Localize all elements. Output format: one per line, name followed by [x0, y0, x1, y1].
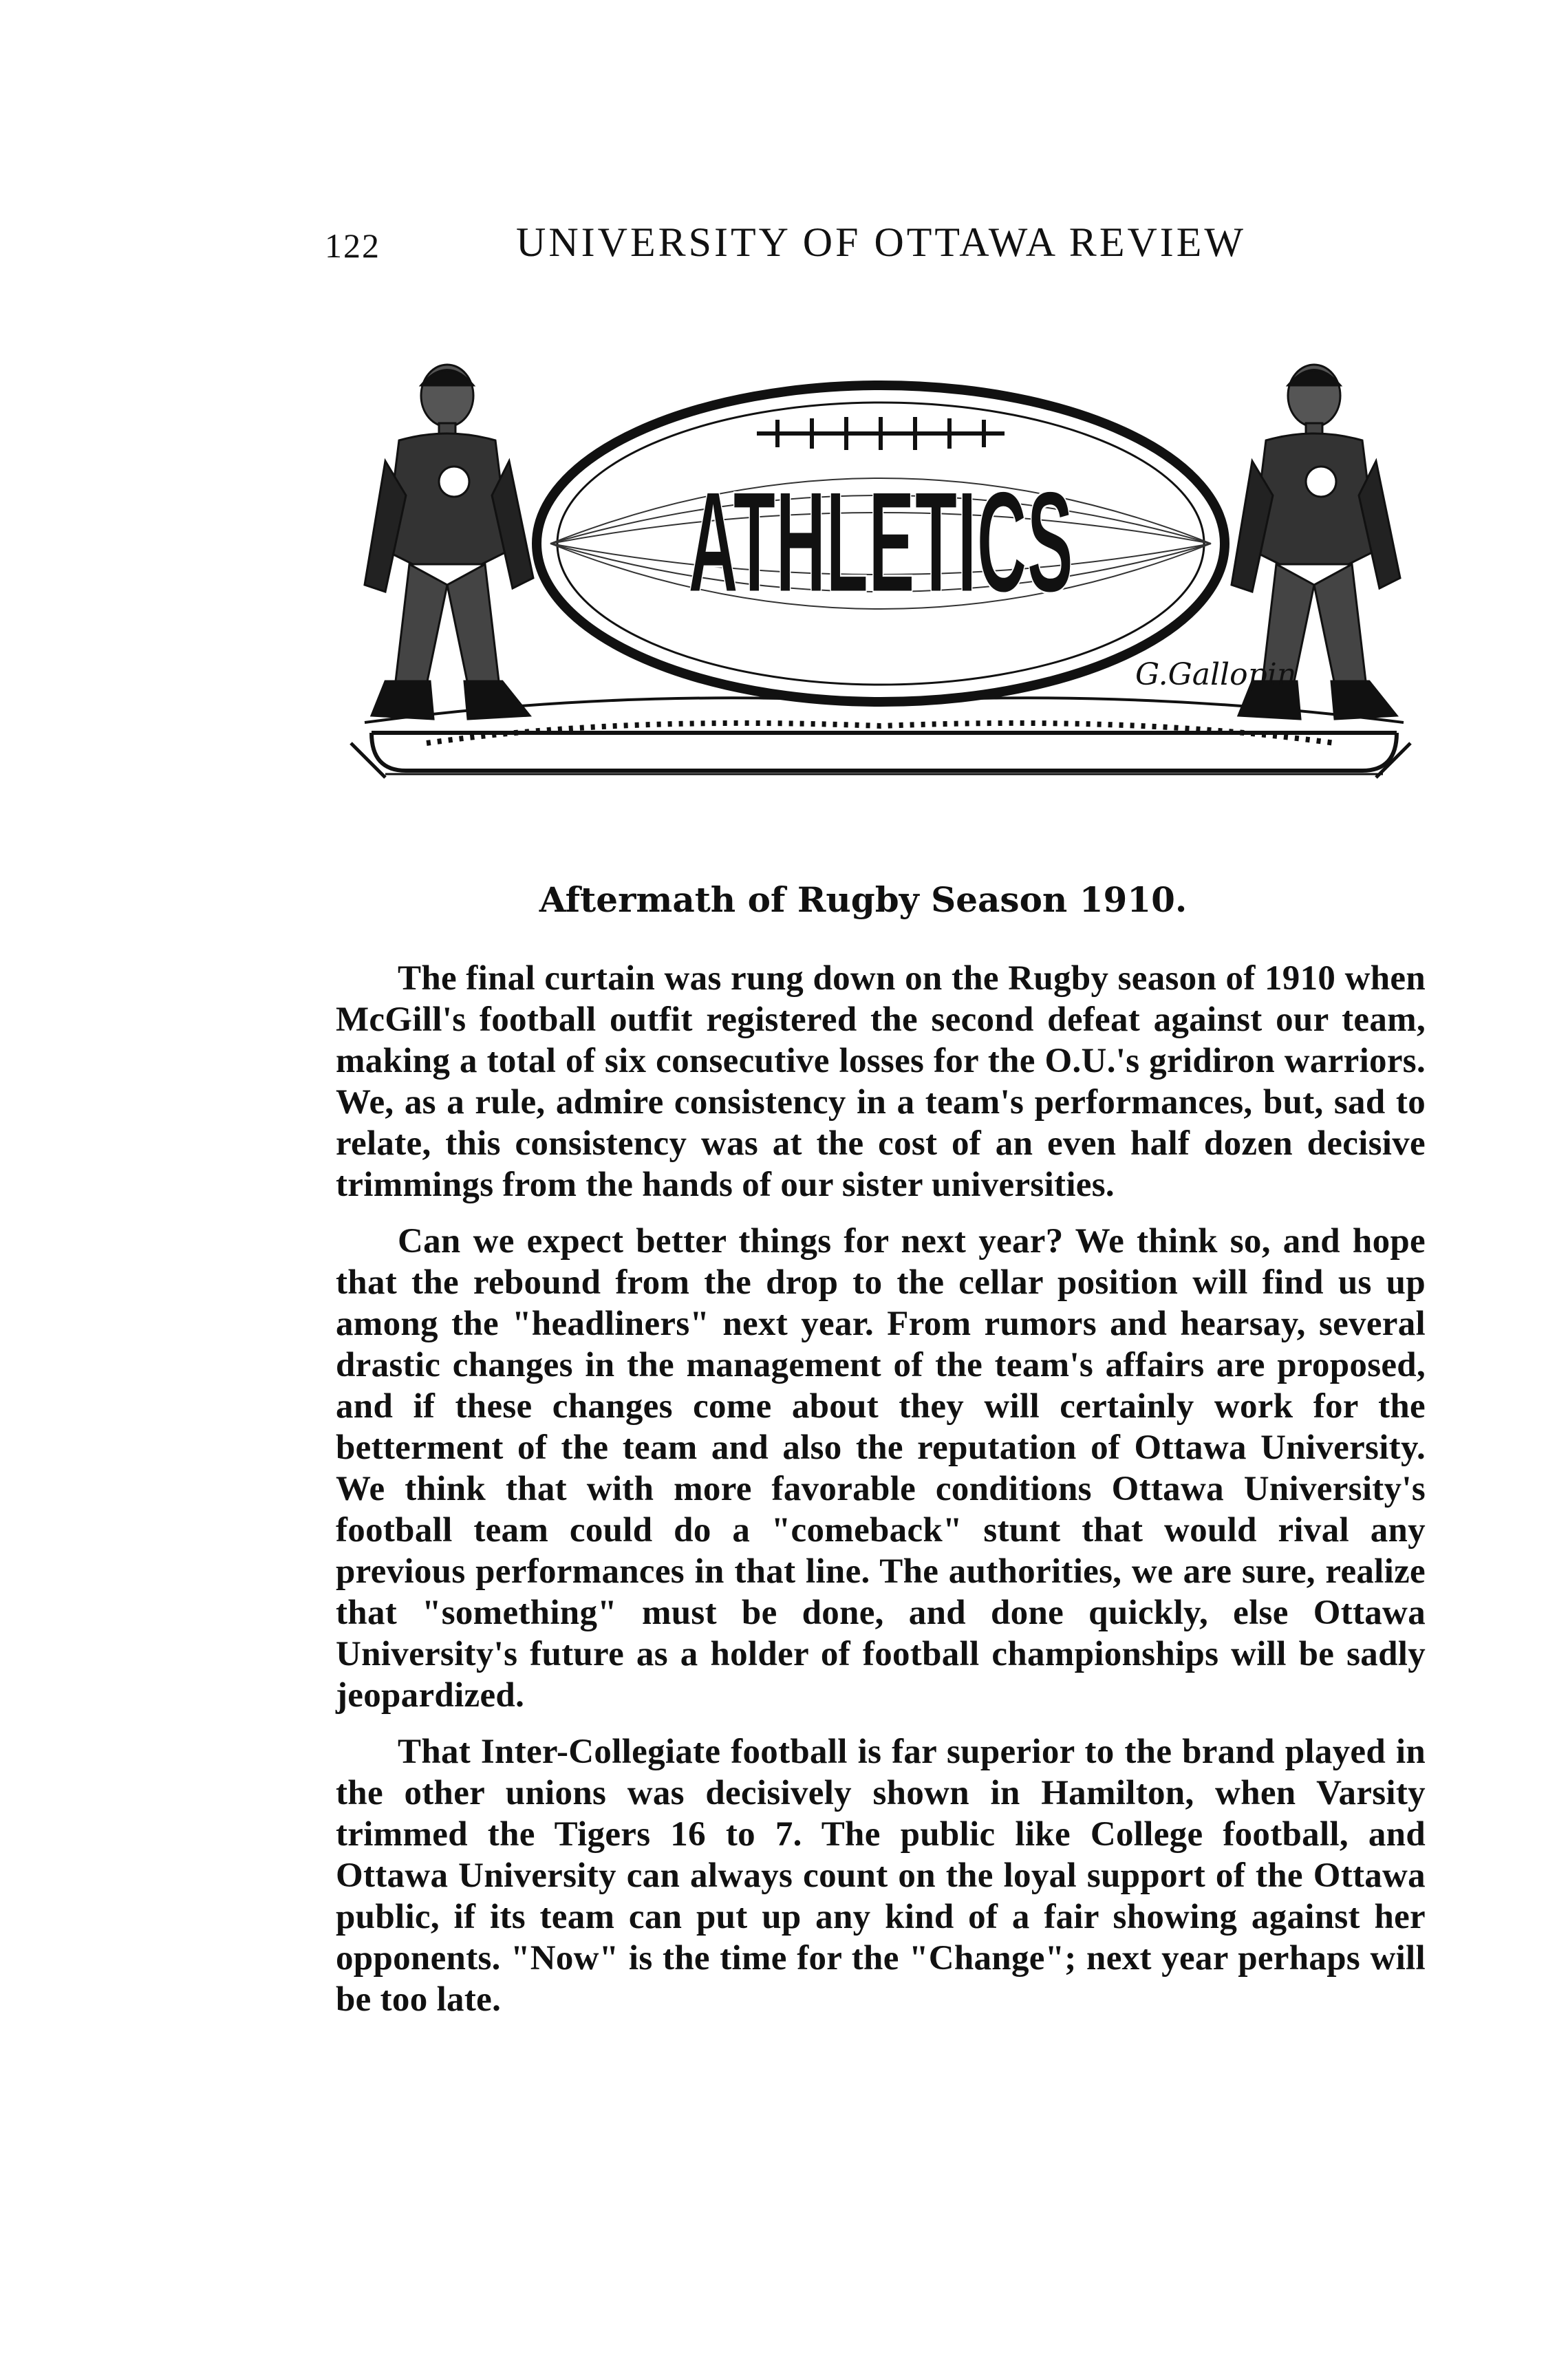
article-body: [336, 958, 1426, 2035]
athletics-banner-text: ATHLETICS: [688, 461, 1073, 623]
page-number: 122: [325, 226, 380, 265]
running-title: UNIVERSITY OF OTTAWA REVIEW: [516, 219, 1247, 265]
left-player-figure: [365, 365, 533, 719]
athletics-illustration: [344, 358, 1417, 853]
artist-signature: G.Gallopin: [1135, 657, 1297, 692]
page-header: [0, 219, 1568, 274]
paragraph-1: The final curtain was rung down on the Rugby season of 1910 when McGill's football outfit registered the second defeat against our team, making a total of six consecutive losses for the O.U.'s gridiron warriors. We, as a rule, admire consistency in a team's performances, but, sad to relate, this consistency was at the cost of an even half dozen decisive trimmings from the hands of our sister universities.: [336, 959, 1426, 1204]
paragraph-3: That Inter-Collegiate football is far superior to the brand played in the other unions was decisively shown in Hamilton, when Varsity trimmed the Tigers 16 to 7. The public like College football, and Ottawa University can always count on the loyal support of the Ottawa public, if its team can put up any kind of a fair showing against her opponents. "Now" is the time for the "Change"; next year perhaps will be too late.: [336, 1733, 1426, 2019]
article-title: Aftermath of Rugby Season 1910.: [539, 879, 1188, 920]
paragraph-2: Can we expect better things for next year? We think so, and hope that the rebound from the drop to the cellar position will find us up among the "headliners" next year. From rumors and hearsay, several drastic changes in the management of the team's affairs are proposed, and if these changes come about they will certainly work for the betterment of the team and also the reputation of Ottawa University. We think that with more favorable conditions Ottawa University's football team could do a "comeback" stunt that would rival any previous performances in that line. The authorities, we are sure, realize that "something" must be done, and done quickly, else Ottawa University's future as a holder of football championships will be sadly jeopardized.: [336, 1222, 1426, 1715]
football-graphic: [537, 385, 1296, 702]
